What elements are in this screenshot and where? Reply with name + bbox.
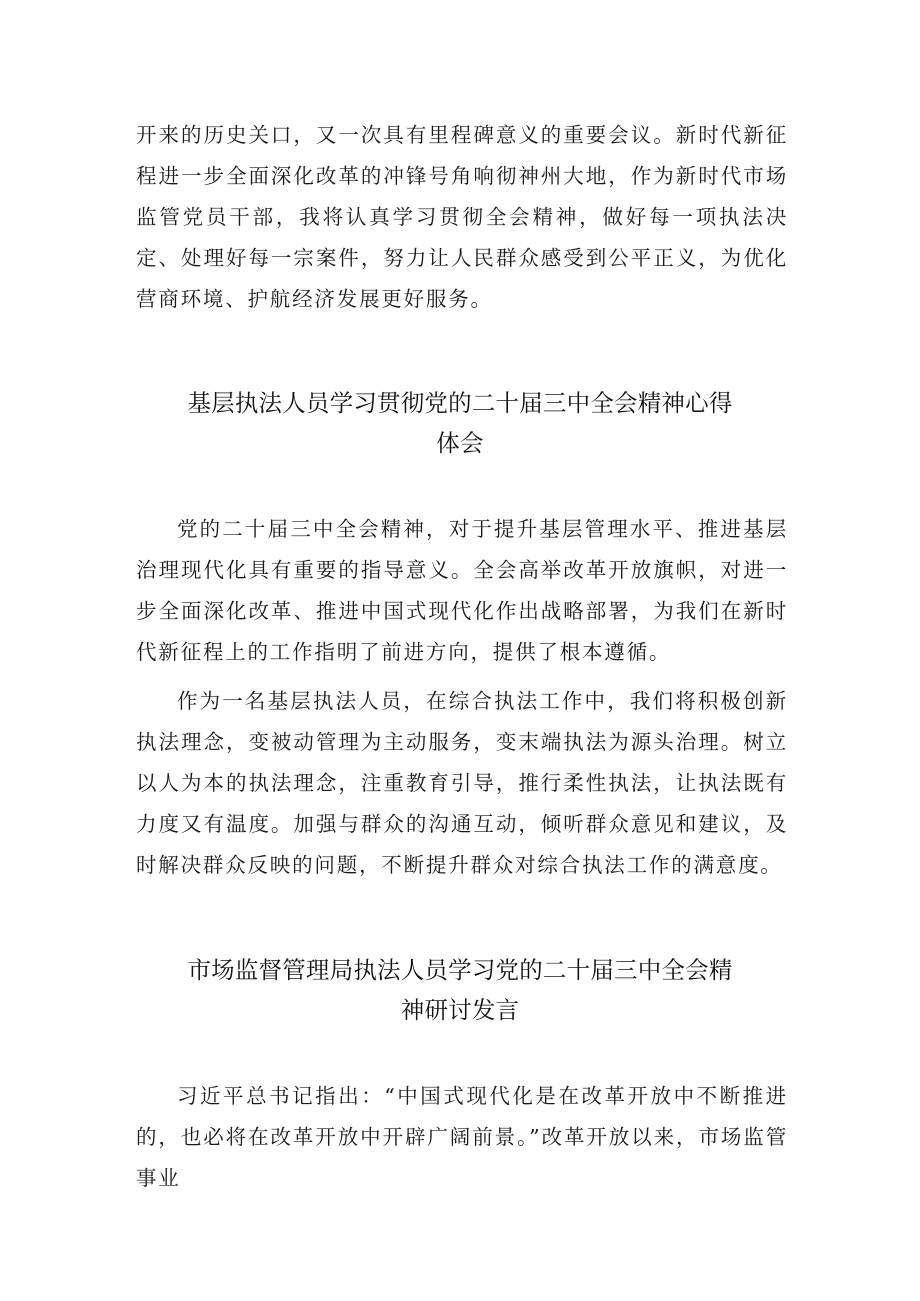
section-2-paragraph-1: 习近平总书记指出：“中国式现代化是在改革开放中不断推进的，也必将在改革开放中开辟广阔前景。”改革开放以来，市场监管事业 [136, 1084, 788, 1190]
section-1-title [160, 383, 760, 463]
section-2-title-line2: 神研讨发言 [400, 996, 520, 1024]
section-1-title-line1: 基层执法人员学习贯彻党的二十届三中全会精神心得 [187, 389, 733, 417]
section-1-paragraph-1: 党的二十届三中全会精神，对于提升基层管理水平、推进基层治理现代化具有重要的指导意义。全会高举改革开放旗帜，对进一步全面深化改革、推进中国式现代化作出战略部署，为我们在新时代新征程上的工作指明了前进方向，提供了根本遵循。 [136, 517, 788, 664]
section-1-title-line2: 体会 [436, 429, 484, 457]
section-2-title-line1: 市场监督管理局执法人员学习党的二十届三中全会精 [187, 956, 733, 984]
section-2-title [160, 950, 760, 1030]
continuation-paragraph: 开来的历史关口，又一次具有里程碑意义的重要会议。新时代新征程进一步全面深化改革的冲锋号角响彻神州大地，作为新时代市场监管党员干部，我将认真学习贯彻全会精神，做好每一项执法决定、处理好每一宗案件，努力让人民群众感受到公平正义，为优化营商环境、护航经济发展更好服务。 [136, 123, 788, 311]
section-1-paragraph-2: 作为一名基层执法人员，在综合执法工作中，我们将积极创新执法理念，变被动管理为主动服务，变末端执法为源头治理。树立以人为本的执法理念，注重教育引导，推行柔性执法，让执法既有力度又有温度。加强与群众的沟通互动，倾听群众意见和建议，及时解决群众反映的问题，不断提升群众对综合执法工作的满意度。 [136, 689, 788, 877]
